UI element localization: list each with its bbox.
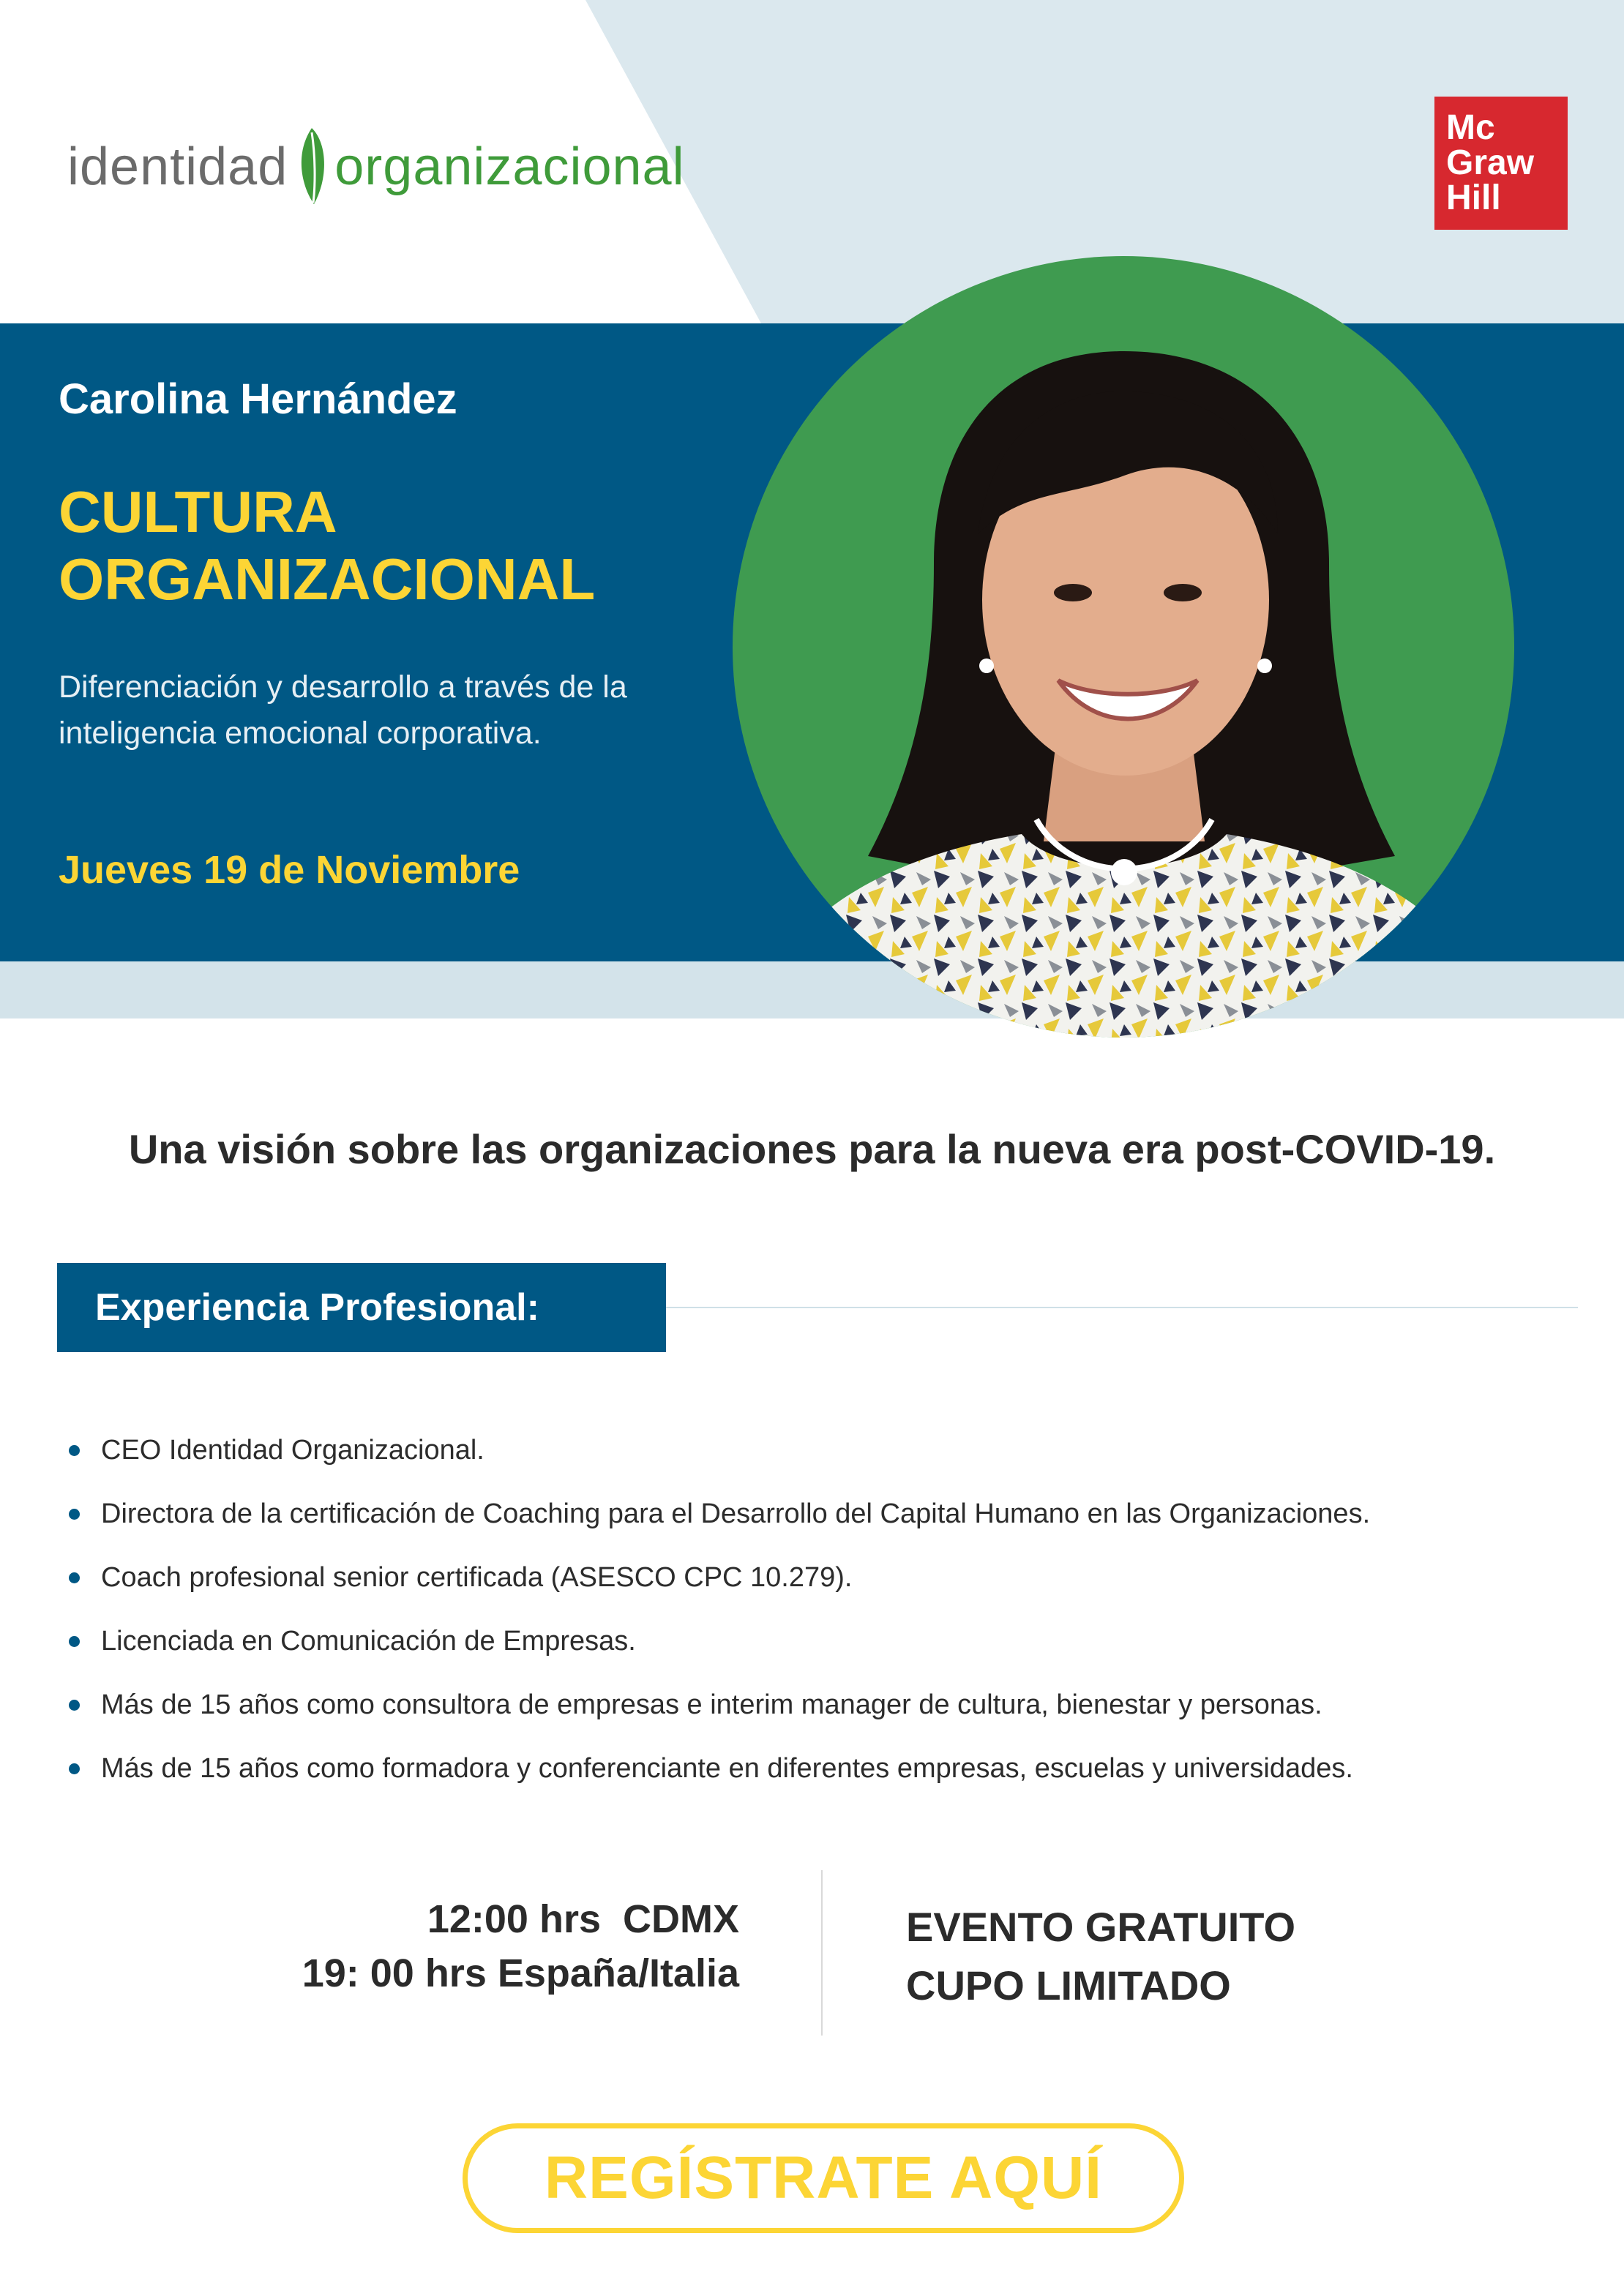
list-item-text: CEO Identidad Organizacional.	[101, 1435, 484, 1466]
section-title: Experiencia Profesional:	[95, 1286, 539, 1329]
logo-word-identidad: identidad	[67, 138, 288, 196]
mgh-line-2: Graw	[1446, 143, 1535, 182]
list-item-text: Directora de la certificación de Coaching para el Desarrollo del Capital Humano en las Organizaciones.	[101, 1498, 1371, 1529]
list-item-text: Licenciada en Comunicación de Empresas.	[101, 1626, 636, 1657]
schedule-time-spain-italy: 19: 00 hrs España/Italia	[302, 1951, 739, 1995]
mgh-line-3: Hill	[1446, 179, 1501, 217]
bullet-icon	[69, 1445, 80, 1456]
list-item-text: Más de 15 años como formadora y conferenciante en diferentes empresas, escuelas y universidades.	[101, 1753, 1353, 1784]
event-info	[906, 1898, 1295, 2015]
experience-list	[66, 1428, 1603, 1810]
identidad-organizacional-logo	[67, 123, 685, 211]
bullet-icon	[69, 1509, 80, 1520]
bullet-icon	[69, 1700, 80, 1711]
list-item	[66, 1556, 1603, 1619]
event-limited-label: CUPO LIMITADO	[906, 1962, 1231, 2008]
list-item	[66, 1492, 1603, 1556]
bullet-icon	[69, 1636, 80, 1647]
schedule-times	[205, 1892, 739, 2000]
speaker-name: Carolina Hernández	[59, 375, 457, 423]
list-item	[66, 1683, 1603, 1747]
event-title-line-1: CULTURA	[59, 479, 337, 544]
register-button[interactable]	[463, 2123, 1184, 2233]
section-header	[57, 1263, 666, 1352]
bullet-icon	[69, 1572, 80, 1583]
leaf-icon	[295, 127, 329, 207]
event-date: Jueves 19 de Noviembre	[59, 848, 520, 892]
event-title	[59, 479, 595, 613]
event-title-line-2: ORGANIZACIONAL	[59, 547, 596, 612]
event-subtitle: Diferenciación y desarrollo a través de la inteligencia emocional corporativa.	[59, 669, 627, 751]
list-item-text: Coach profesional senior certificada (ASESCO CPC 10.279).	[101, 1562, 853, 1593]
list-item-text: Más de 15 años como consultora de empresas e interim manager de cultura, bienestar y personas.	[101, 1689, 1322, 1720]
mgh-line-1: Mc	[1446, 108, 1495, 147]
tagline: Una visión sobre las organizaciones para la nueva era post-COVID-19.	[128, 1126, 1496, 1172]
register-button-label: REGÍSTRATE AQUÍ	[544, 2145, 1103, 2211]
list-item	[66, 1619, 1603, 1683]
schedule-time-cdmx: 12:00 hrs CDMX	[427, 1897, 739, 1941]
speaker-photo	[714, 256, 1533, 1038]
logo-word-organizacional: organizacional	[334, 138, 685, 196]
list-item	[66, 1747, 1603, 1810]
schedule-divider	[821, 1870, 823, 2036]
section-divider	[666, 1307, 1578, 1308]
mcgraw-hill-logo	[1434, 97, 1568, 230]
event-free-label: EVENTO GRATUITO	[906, 1904, 1296, 1950]
bullet-icon	[69, 1763, 80, 1774]
list-item	[66, 1428, 1603, 1492]
